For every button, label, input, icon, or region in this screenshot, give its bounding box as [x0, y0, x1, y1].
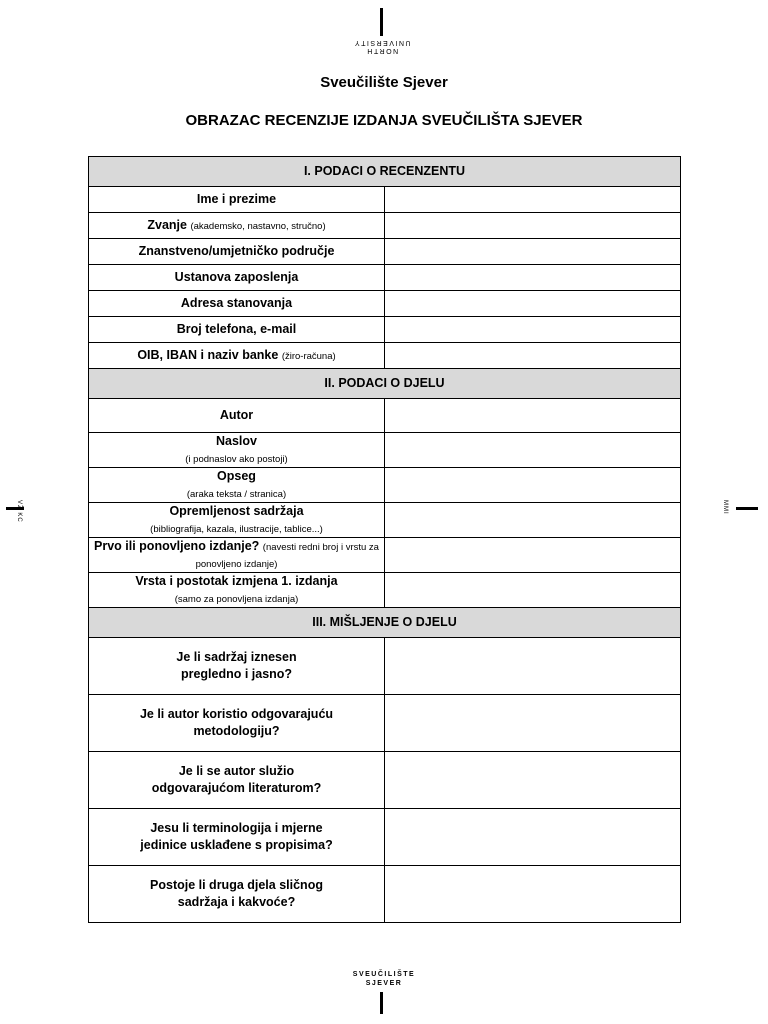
form-row [89, 695, 681, 752]
reviewer-address-field[interactable] [385, 291, 681, 317]
field-label: Prvo ili ponovljeno izdanje? (navesti redni broj i vrstu za ponovljeno izdanje) [89, 538, 385, 573]
opinion-literature-field[interactable] [385, 752, 681, 809]
form-row [89, 538, 681, 573]
field-label: Ime i prezime [89, 187, 385, 213]
form-row [89, 866, 681, 923]
form-row [89, 239, 681, 265]
field-label: Broj telefona, e-mail [89, 317, 385, 343]
logo-line-university: UNIVERSITY [353, 39, 411, 46]
section-header-work [89, 369, 681, 399]
opinion-terminology-field[interactable] [385, 809, 681, 866]
field-label: Adresa stanovanja [89, 291, 385, 317]
question-label: Jesu li terminologija i mjerne jedinice usklađene s propisima? [89, 809, 385, 866]
section-title: I. PODACI O RECENZENTU [89, 157, 681, 187]
reviewer-field-of-study-field[interactable] [385, 239, 681, 265]
work-changes-field[interactable] [385, 573, 681, 608]
reviewer-title-field[interactable] [385, 213, 681, 239]
field-label: Opremljenost sadržaja (bibliografija, kazala, ilustracije, tablice...) [89, 503, 385, 538]
margin-mark-right [736, 507, 758, 510]
opinion-methodology-field[interactable] [385, 695, 681, 752]
logo-bar-bottom [380, 992, 383, 1014]
form-row [89, 752, 681, 809]
work-extent-field[interactable] [385, 468, 681, 503]
reviewer-contact-field[interactable] [385, 317, 681, 343]
logo-bar-top [380, 8, 383, 36]
field-label: Ustanova zaposlenja [89, 265, 385, 291]
logo-line-north: NORTH [365, 47, 399, 54]
opinion-similar-works-field[interactable] [385, 866, 681, 923]
form-row [89, 573, 681, 608]
section-title: III. MIŠLJENJE O DJELU [89, 608, 681, 638]
reviewer-employer-field[interactable] [385, 265, 681, 291]
opinion-clarity-field[interactable] [385, 638, 681, 695]
reviewer-name-field[interactable] [385, 187, 681, 213]
university-logo-bottom [334, 970, 434, 988]
form-row [89, 638, 681, 695]
form-row [89, 265, 681, 291]
form-row [89, 809, 681, 866]
form-row [89, 187, 681, 213]
form-row [89, 503, 681, 538]
field-label: Zvanje (akademsko, nastavno, stručno) [89, 213, 385, 239]
section-header-reviewer [89, 157, 681, 187]
work-author-field[interactable] [385, 399, 681, 433]
question-label: Je li sadržaj iznesen pregledno i jasno? [89, 638, 385, 695]
institution-name: Sveučilište Sjever [320, 74, 448, 91]
work-edition-field[interactable] [385, 538, 681, 573]
logo-line-sveuciliste: SVEUČILIŠTE [352, 971, 416, 978]
question-label: Postoje li druga djela sličnog sadržaja i kakvoće? [89, 866, 385, 923]
form-row [89, 343, 681, 369]
review-form-table [88, 156, 681, 923]
logo-line-sjever: SJEVER [365, 980, 403, 987]
margin-mark-left-label: VŽ KC [16, 500, 22, 523]
field-label: OIB, IBAN i naziv banke (žiro-računa) [89, 343, 385, 369]
field-label: Autor [89, 399, 385, 433]
field-label: Naslov (i podnaslov ako postoji) [89, 433, 385, 468]
section-header-opinion [89, 608, 681, 638]
field-label: Znanstveno/umjetničko područje [89, 239, 385, 265]
work-title-field[interactable] [385, 433, 681, 468]
field-label: Opseg (araka teksta / stranica) [89, 468, 385, 503]
form-row [89, 399, 681, 433]
form-row [89, 213, 681, 239]
form-row [89, 433, 681, 468]
form-row [89, 317, 681, 343]
field-label: Vrsta i postotak izmjena 1. izdanja (samo za ponovljena izdanja) [89, 573, 385, 608]
margin-mark-right-label: MMI [722, 500, 728, 515]
form-row [89, 468, 681, 503]
question-label: Je li autor koristio odgovarajuću metodologiju? [89, 695, 385, 752]
section-title: II. PODACI O DJELU [89, 369, 681, 399]
university-logo-top [334, 38, 430, 54]
question-label: Je li se autor služio odgovarajućom literaturom? [89, 752, 385, 809]
reviewer-bank-field[interactable] [385, 343, 681, 369]
form-title: OBRAZAC RECENZIJE IZDANJA SVEUČILIŠTA SJEVER [185, 112, 583, 129]
form-row [89, 291, 681, 317]
work-content-equipment-field[interactable] [385, 503, 681, 538]
